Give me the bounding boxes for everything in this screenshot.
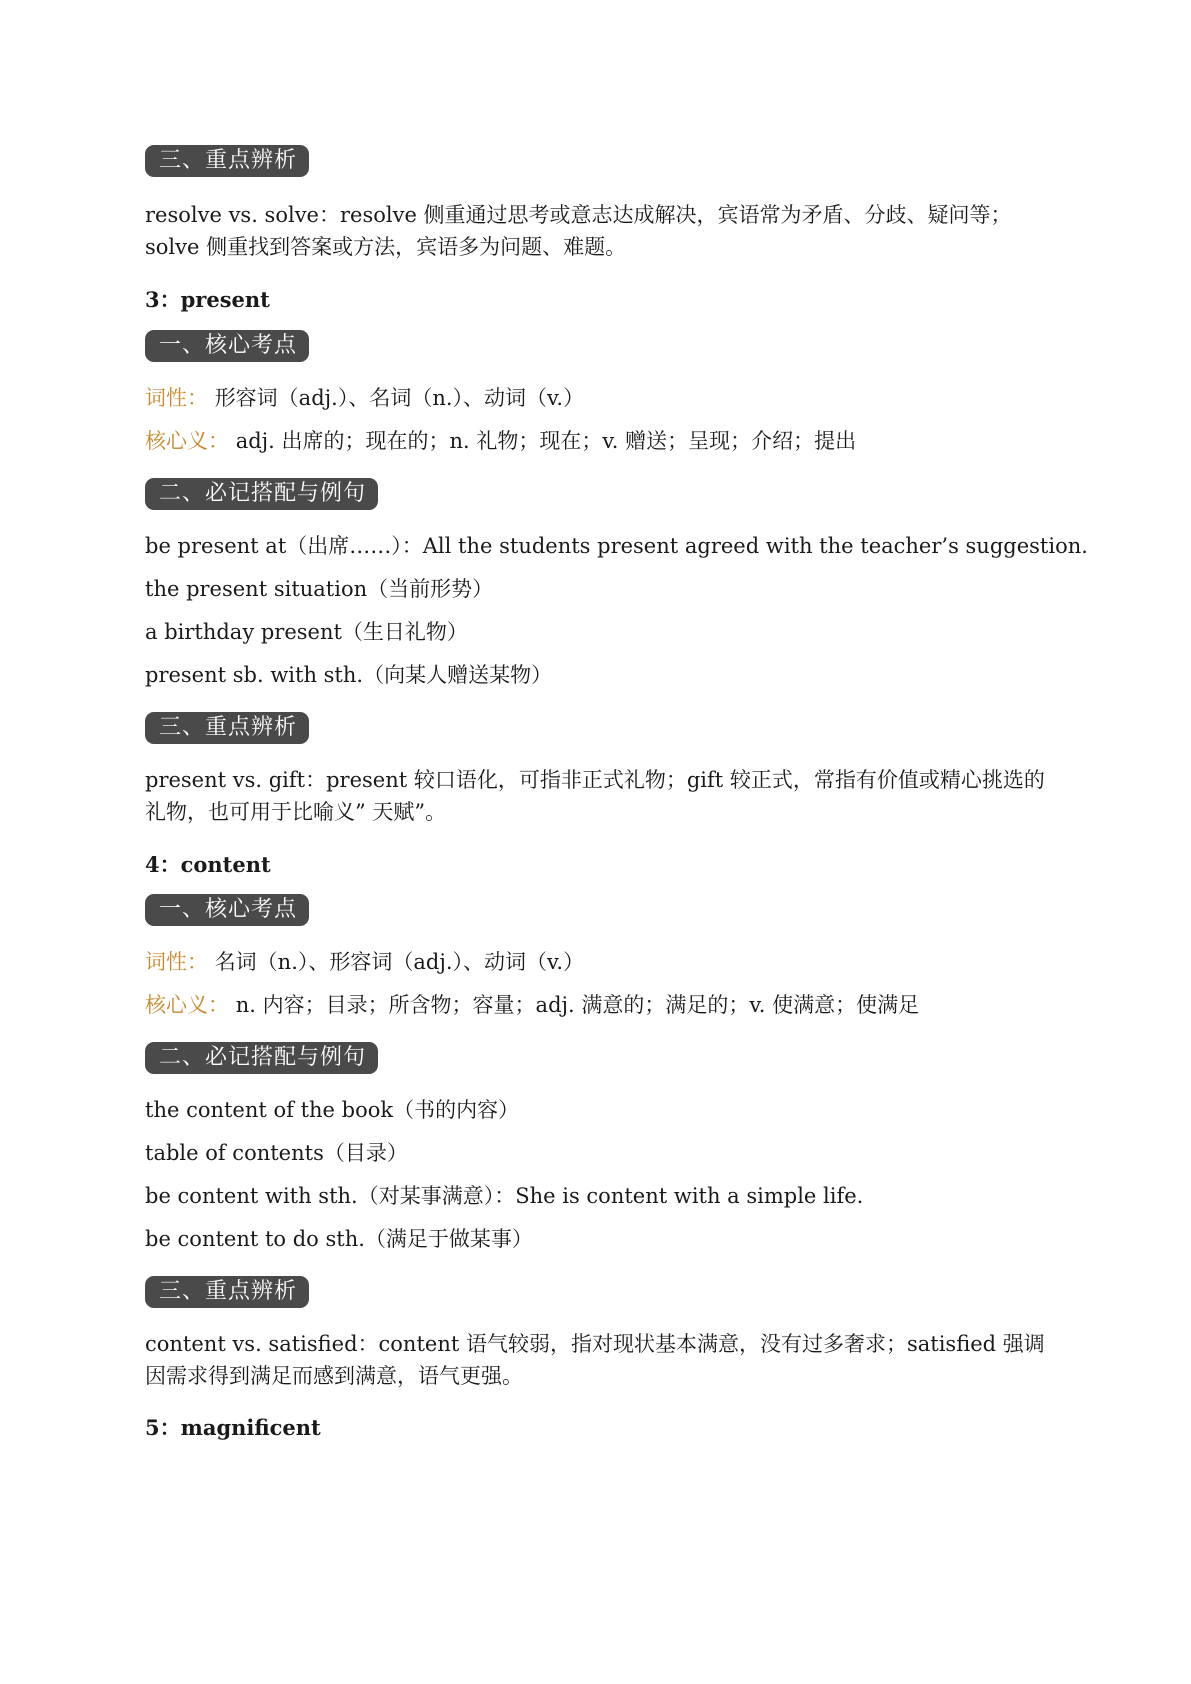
collocation-line: present sb. with sth.（向某人赠送某物） (145, 663, 553, 687)
collocation-line: be present at（出席……）：All the students present agreed with the teacher’s suggestion. (145, 534, 1088, 558)
collocation-line: table of contents（目录） (145, 1141, 408, 1165)
word-heading-magnificent: 5：magnificent (145, 1415, 321, 1440)
distinction-paragraph-resolve: resolve vs. solve：resolve 侧重通过思考或意志达成解决，宾语常为矛盾、分歧、疑问等；solve 侧重找到答案或方法，宾语多为问题、难题。 (145, 203, 1012, 259)
part-of-speech-line (145, 946, 584, 978)
distinction-paragraph-present: present vs. gift：present 较口语化，可指非正式礼物；gift 较正式，常指有价值或精心挑选的礼物，也可用于比喻义” 天赋”。 (145, 768, 1045, 824)
section-tag-core-points: 一、核心考点 (145, 330, 309, 362)
part-of-speech-line (145, 382, 584, 414)
pos-value: 形容词（adj.）、名词（n.）、动词（v.） (214, 386, 585, 410)
meaning-label: 核心义： (145, 993, 229, 1017)
pos-value: 名词（n.）、形容词（adj.）、动词（v.） (214, 950, 585, 974)
word-heading-content: 4：content (145, 852, 271, 877)
section-tag-collocations: 二、必记搭配与例句 (145, 1042, 378, 1074)
word-heading-present: 3：present (145, 287, 270, 312)
meaning-label: 核心义： (145, 429, 229, 453)
pos-label: 词性： (145, 950, 208, 974)
meaning-value: n. 内容；目录；所含物；容量；adj. 满意的；满足的；v. 使满意；使满足 (235, 993, 920, 1017)
collocation-line: a birthday present（生日礼物） (145, 620, 468, 644)
section-tag-key-distinction: 三、重点辨析 (145, 1276, 309, 1308)
collocation-line: the present situation（当前形势） (145, 577, 494, 601)
collocation-line: the content of the book（书的内容） (145, 1098, 520, 1122)
core-meaning-line (145, 989, 919, 1021)
collocation-line: be content to do sth.（满足于做某事） (145, 1227, 533, 1251)
section-tag-key-distinction: 三、重点辨析 (145, 145, 309, 177)
meaning-value: adj. 出席的；现在的；n. 礼物；现在；v. 赠送；呈现；介绍；提出 (235, 429, 857, 453)
collocation-line: be content with sth.（对某事满意）：She is content with a simple life. (145, 1184, 864, 1208)
section-tag-collocations: 二、必记搭配与例句 (145, 478, 378, 510)
core-meaning-line (145, 425, 856, 457)
pos-label: 词性： (145, 386, 208, 410)
distinction-paragraph-content: content vs. satisfied：content 语气较弱，指对现状基本满意，没有过多奢求；satisfied 强调因需求得到满足而感到满意，语气更强。 (145, 1332, 1045, 1388)
section-tag-core-points: 一、核心考点 (145, 894, 309, 926)
section-tag-key-distinction: 三、重点辨析 (145, 712, 309, 744)
